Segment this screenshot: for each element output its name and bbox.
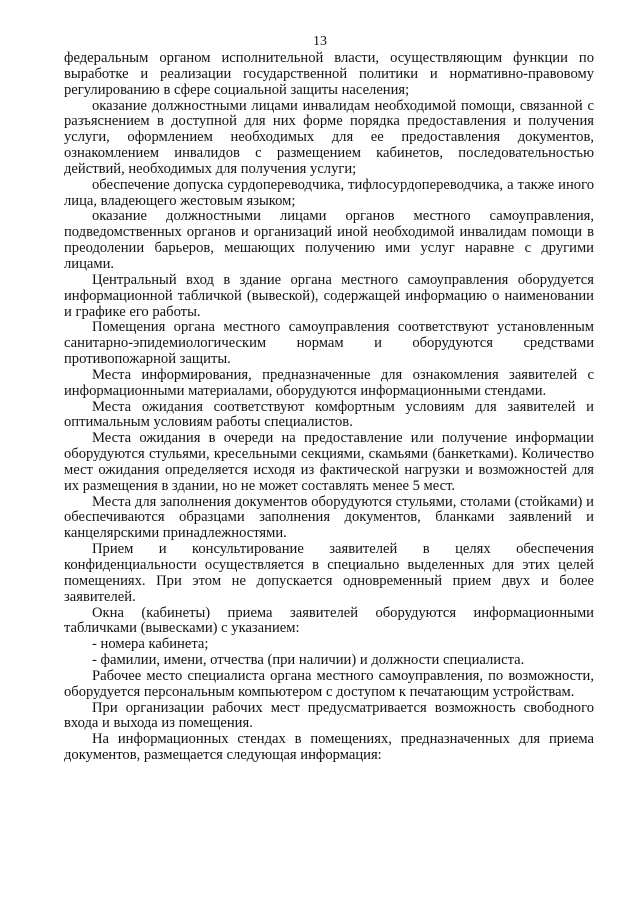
paragraph-sign-language: обеспечение допуска сурдопереводчика, тифлосурдопереводчика, а также иного лица, владеющего жестовым языком;	[64, 176, 594, 209]
paragraph-premises-norms: Помещения органа местного самоуправления соответствуют установленным санитарно-эпидемиологическим нормам и оборудуются средствами противопожарной защиты.	[64, 319, 594, 368]
paragraph-barriers: оказание должностными лицами органов местного самоуправления, подведомственных органов и организаций иной необходимой инвалидам помощи в преодолении барьеров, мешающих получению ими услуг наравне с другими лицами.	[64, 208, 594, 272]
paragraph-waiting-seats: Места ожидания в очереди на предоставление или получение информации оборудуются стульями, кресельными секциями, скамьями (банкетками). Количество мест ожидания определяется исходя из фактической нагрузки и возможностей для их размещения в здании, но не может составлять менее 5 мест.	[64, 430, 594, 494]
page-number: 13	[313, 34, 327, 49]
list-item-specialist-name: - фамилии, имени, отчества (при наличии) и должности специалиста.	[92, 652, 525, 669]
paragraph-windows-signs: Окна (кабинеты) приема заявителей оборудуются информационными табличками (вывесками) с указанием:	[64, 604, 594, 637]
document-body	[64, 51, 594, 764]
paragraph-info-places: Места информирования, предназначенные для ознакомления заявителей с информационными материалами, оборудуются информационными стендами.	[64, 366, 594, 399]
paragraph-continuation: федеральным органом исполнительной власти, осуществляющим функции по выработке и реализации государственной политики и нормативно-правовому регулированию в сфере социальной защиты населения;	[64, 50, 594, 98]
list-item-cabinet-number: - номера кабинета;	[92, 636, 209, 653]
paragraph-info-stands: На информационных стендах в помещениях, предназначенных для приема документов, размещается следующая информация:	[64, 731, 594, 764]
paragraph-workplace: Рабочее место специалиста органа местного самоуправления, по возможности, оборудуется персональным компьютером с доступом к печатающим устройствам.	[64, 667, 594, 700]
paragraph-waiting-comfort: Места ожидания соответствуют комфортным условиям для заявителей и оптимальным условиям работы специалистов.	[64, 398, 594, 431]
paragraph-entrance-sign: Центральный вход в здание органа местного самоуправления оборудуется информационной табличкой (вывеской), содержащей информацию о наименовании и графике его работы.	[64, 271, 594, 320]
paragraph-filling-places: Места для заполнения документов оборудуются стульями, столами (стойками) и обеспечиваются образцами заполнения документов, бланками заявлений и канцелярскими принадлежностями.	[64, 493, 594, 542]
paragraph-free-access: При организации рабочих мест предусматривается возможность свободного входа и выхода из помещения.	[64, 699, 594, 732]
paragraph-confidential-reception: Прием и консультирование заявителей в целях обеспечения конфиденциальности осуществляется в специально выделенных для этих целей помещениях. При этом не допускается одновременный прием двух и более заявителей.	[64, 541, 594, 605]
paragraph-assistance: оказание должностными лицами инвалидам необходимой помощи, связанной с разъяснением в доступной для них форме порядка предоставления и получения услуги, оформлением необходимых для ее предоставления документов, ознакомлением инвалидов с размещением кабинетов, последовательностью действий, необходимых для получения услуги;	[64, 97, 594, 177]
